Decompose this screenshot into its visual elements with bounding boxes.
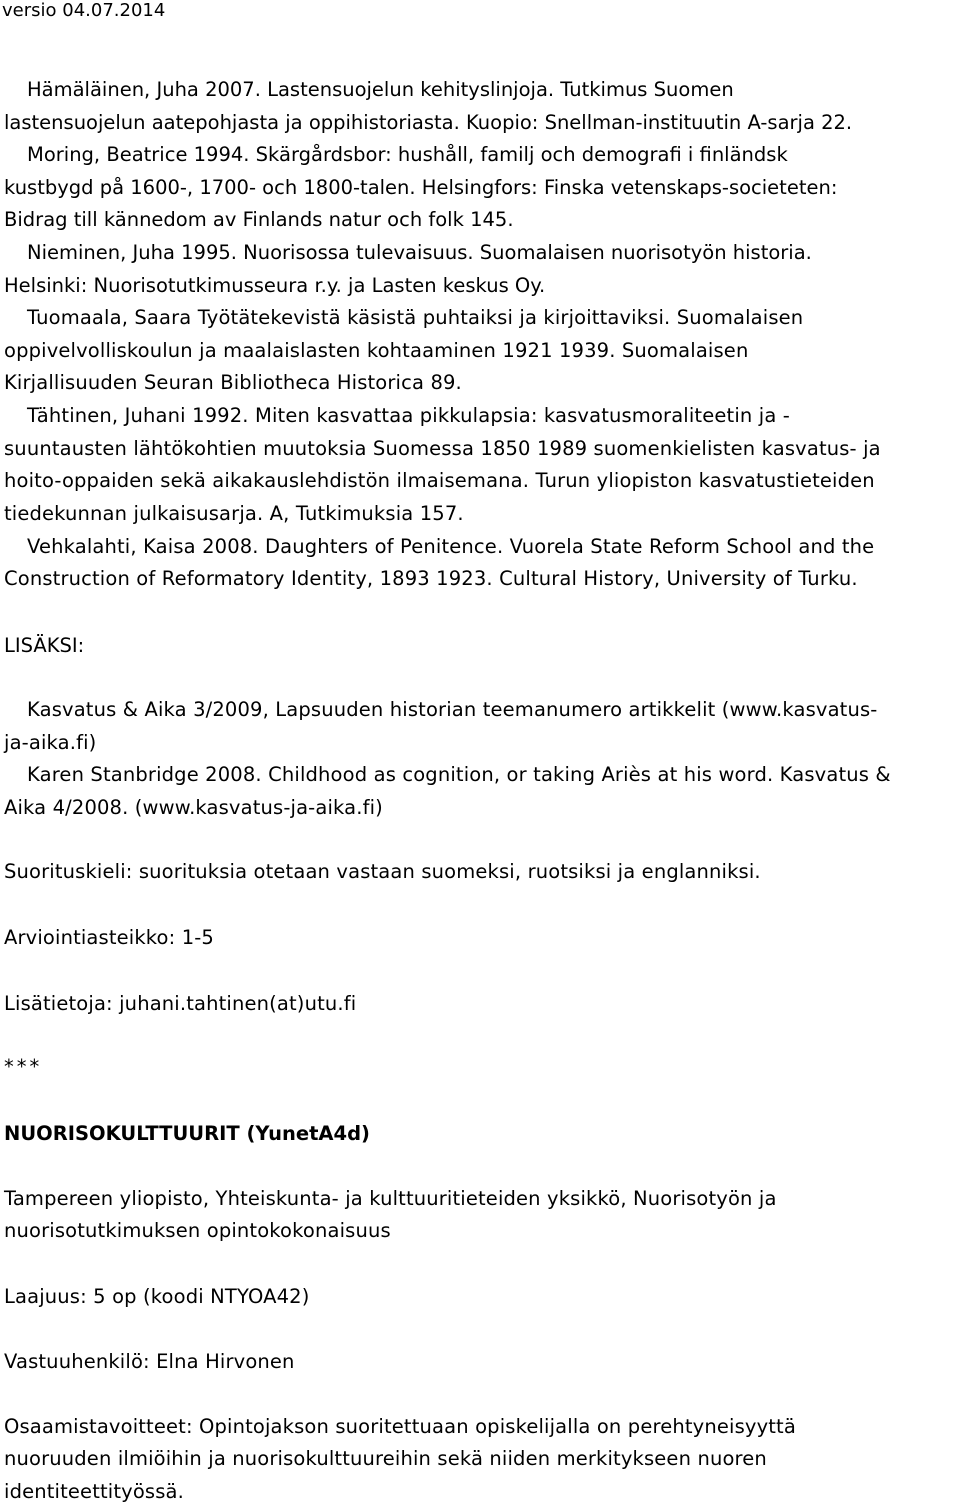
course-laajuus: Laajuus: 5 op (koodi NTYOA42) [4, 1285, 310, 1308]
reference-line: kustbygd på 1600-, 1700- och 1800-talen. Helsingfors: Finska vetenskaps-societeten: [4, 176, 838, 199]
arviointiasteikko-text: Arviointiasteikko: 1-5 [4, 926, 214, 949]
course-organizer-line: nuorisotutkimuksen opintokokonaisuus [4, 1219, 391, 1242]
lisatietoja-text: Lisätietoja: juhani.tahtinen(at)utu.fi [4, 992, 357, 1015]
reference-line: Tuomaala, Saara Työtätekevistä käsistä puhtaiksi ja kirjoittaviksi. Suomalaisen [27, 306, 804, 329]
course-title: NUORISOKULTTUURIT (YunetA4d) [4, 1122, 370, 1145]
course-osaamistavoitteet-line: Osaamistavoitteet: Opintojakson suoritettuaan opiskelijalla on perehtyneisyyttä [4, 1415, 796, 1438]
suorituskieli-text: Suorituskieli: suorituksia otetaan vastaan suomeksi, ruotsiksi ja englanniksi. [4, 860, 761, 883]
version-label: versio 04.07.2014 [2, 0, 166, 21]
course-osaamistavoitteet-line: nuoruuden ilmiöihin ja nuorisokulttuureihin sekä niiden merkitykseen nuoren [4, 1447, 767, 1470]
lisaksi-item-line: Aika 4/2008. (www.kasvatus-ja-aika.fi) [4, 796, 383, 819]
separator: *** [4, 1055, 43, 1078]
lisaksi-item-line: Karen Stanbridge 2008. Childhood as cognition, or taking Ariès at his word. Kasvatus & [27, 763, 891, 786]
reference-line: Moring, Beatrice 1994. Skärgårdsbor: hushåll, familj och demografi i finländsk [27, 143, 788, 166]
reference-line: Nieminen, Juha 1995. Nuorisossa tulevaisuus. Suomalaisen nuorisotyön historia. [27, 241, 812, 264]
reference-line: Bidrag till kännedom av Finlands natur och folk 145. [4, 208, 514, 231]
reference-line: hoito-oppaiden sekä aikakauslehdistön ilmaisemana. Turun yliopiston kasvatustieteiden [4, 469, 875, 492]
reference-line: Kirjallisuuden Seuran Bibliotheca Historica 89. [4, 371, 462, 394]
reference-line: Hämäläinen, Juha 2007. Lastensuojelun kehityslinjoja. Tutkimus Suomen [27, 78, 734, 101]
reference-line: tiedekunnan julkaisusarja. A, Tutkimuksia 157. [4, 502, 464, 525]
reference-line: lastensuojelun aatepohjasta ja oppihistoriasta. Kuopio: Snellman-instituutin A-sarja 22. [4, 111, 853, 134]
reference-line: Vehkalahti, Kaisa 2008. Daughters of Penitence. Vuorela State Reform School and the [27, 535, 875, 558]
reference-line: oppivelvolliskoulun ja maalaislasten kohtaaminen 1921 1939. Suomalaisen [4, 339, 749, 362]
reference-line: Helsinki: Nuorisotutkimusseura r.y. ja Lasten keskus Oy. [4, 274, 546, 297]
reference-line: suuntausten lähtökohtien muutoksia Suomessa 1850 1989 suomenkielisten kasvatus- ja [4, 437, 881, 460]
course-osaamistavoitteet-line: identiteettityössä. [4, 1480, 184, 1503]
lisaksi-heading: LISÄKSI: [4, 634, 85, 657]
lisaksi-item-line: Kasvatus & Aika 3/2009, Lapsuuden historian teemanumero artikkelit (www.kasvatus- [27, 698, 878, 721]
course-vastuuhenkilo: Vastuuhenkilö: Elna Hirvonen [4, 1350, 295, 1373]
reference-line: Construction of Reformatory Identity, 1893 1923. Cultural History, University of Turku. [4, 567, 858, 590]
reference-line: Tähtinen, Juhani 1992. Miten kasvattaa pikkulapsia: kasvatusmoraliteetin ja - [27, 404, 790, 427]
lisaksi-item-line: ja-aika.fi) [4, 731, 97, 754]
course-organizer-line: Tampereen yliopisto, Yhteiskunta- ja kulttuuritieteiden yksikkö, Nuorisotyön ja [4, 1187, 777, 1210]
